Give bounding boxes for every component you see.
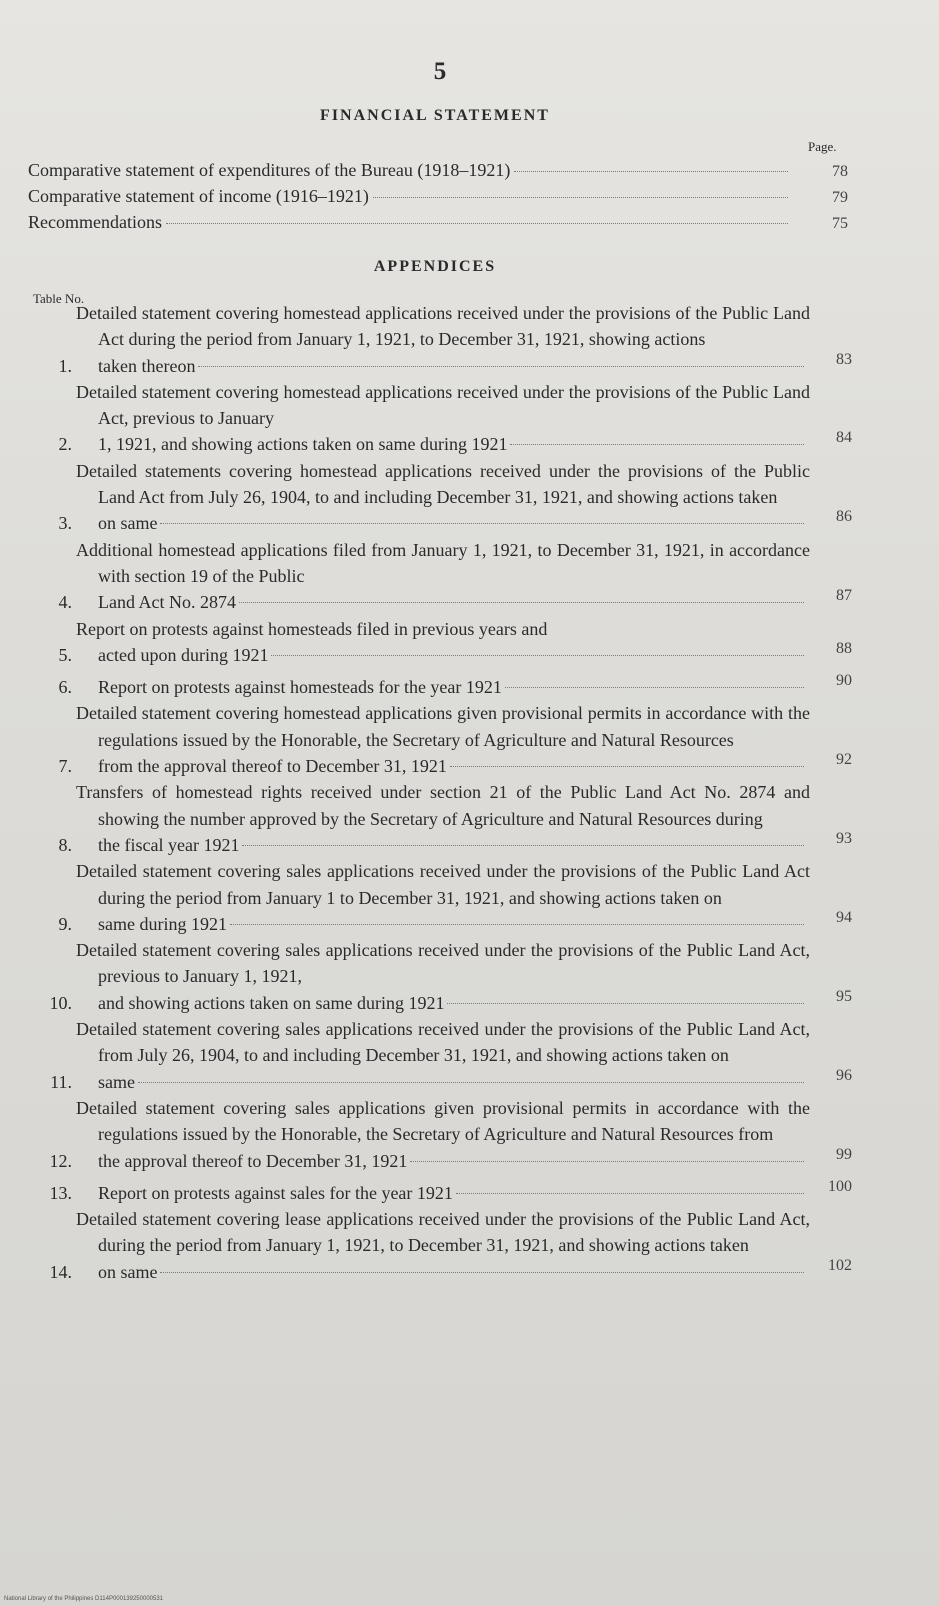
dot-leader xyxy=(450,766,804,767)
appendix-entry-page: 94 xyxy=(836,908,852,926)
appendix-table-number: 10. xyxy=(49,992,72,1013)
appendix-entry-last-line xyxy=(98,510,810,536)
appendix-entry-line: Detailed statements covering homestead applications received under the provisions of the Public Land Act from July 26, 1904, to and including December 31, 1921, and showing actions taken xyxy=(76,460,810,508)
appendix-entry-page: 93 xyxy=(836,829,852,847)
appendix-entry-last-line xyxy=(98,642,810,668)
appendix-entry-text xyxy=(76,616,810,669)
toc-entry-title: Comparative statement of expenditures of the Bureau (1918–1921) xyxy=(28,160,511,180)
appendix-table-number: 6. xyxy=(58,677,72,698)
appendix-table-number: 1. xyxy=(58,355,72,376)
appendix-table-number: 7. xyxy=(58,756,72,777)
appendix-entry-last-line xyxy=(98,990,810,1016)
appendix-table-number: 2. xyxy=(58,434,72,455)
appendix-table-number: 9. xyxy=(58,913,72,934)
appendix-entry[interactable] xyxy=(22,616,852,669)
appendix-entry-last-text: the fiscal year 1921 xyxy=(98,834,240,855)
appendix-entry-line: Detailed statement covering homestead applications received under the provisions of the Public Land Act, previous to January xyxy=(76,381,810,429)
appendix-entry-page: 95 xyxy=(836,987,852,1005)
appendix-entry-text xyxy=(76,700,810,779)
appendix-entry-last-line xyxy=(98,1148,810,1174)
appendix-table-number: 11. xyxy=(50,1071,72,1092)
appendix-entry-text xyxy=(76,1095,810,1174)
dot-leader xyxy=(271,655,804,656)
dot-leader xyxy=(160,1272,804,1273)
dot-leader xyxy=(138,1082,804,1083)
appendix-entry-last-line xyxy=(98,753,810,779)
appendix-table-number: 4. xyxy=(58,592,72,613)
appendix-entry[interactable] xyxy=(22,1095,852,1174)
toc-entry[interactable] xyxy=(28,186,848,212)
appendix-entry-last-line xyxy=(98,431,810,457)
appendix-entry[interactable] xyxy=(22,858,852,937)
appendix-entry-last-text: Land Act No. 2874 xyxy=(98,592,236,613)
appendix-entry-page: 96 xyxy=(836,1066,852,1084)
appendix-entry[interactable] xyxy=(22,1174,852,1206)
dot-leader xyxy=(456,1193,804,1194)
page-column-label: Page. xyxy=(808,139,837,154)
dot-leader xyxy=(373,197,788,198)
dot-leader xyxy=(239,602,804,603)
appendix-entry-last-text: taken thereon xyxy=(98,355,196,376)
dot-leader xyxy=(242,845,804,846)
appendix-table-number: 13. xyxy=(49,1182,72,1203)
toc-entry[interactable] xyxy=(28,212,848,238)
appendix-entry-last-line xyxy=(98,353,810,379)
appendix-entry-last-line xyxy=(98,1069,810,1095)
appendix-entry-text xyxy=(76,1180,810,1206)
appendix-entry-last-text: acted upon during 1921 xyxy=(98,644,269,665)
dot-leader xyxy=(410,1161,804,1162)
appendix-entry-last-line xyxy=(98,1259,810,1285)
toc-entry-title: Recommendations xyxy=(28,212,162,232)
appendix-entry[interactable] xyxy=(22,700,852,779)
toc-entry-page: 75 xyxy=(832,215,848,232)
dot-leader xyxy=(510,444,804,445)
financial-statement-list xyxy=(28,160,848,238)
dot-leader xyxy=(198,366,804,367)
toc-entry-title: Comparative statement of income (1916–1921) xyxy=(28,186,369,206)
appendix-entry-last-line xyxy=(98,1180,810,1206)
appendix-entry[interactable] xyxy=(22,937,852,1016)
toc-entry-page: 79 xyxy=(832,189,848,206)
appendix-entry-last-line xyxy=(98,589,810,615)
appendix-entry-text xyxy=(76,937,810,1016)
appendix-entry[interactable] xyxy=(22,379,852,458)
appendix-entry-last-text: Report on protests against sales for the year 1921 xyxy=(98,1182,453,1203)
appendix-entry[interactable] xyxy=(22,668,852,700)
dot-leader xyxy=(447,1003,804,1004)
appendix-entry-text xyxy=(76,1016,810,1095)
appendix-entry-page: 92 xyxy=(836,751,852,769)
appendix-table-number: 12. xyxy=(49,1150,72,1171)
appendix-entry-text xyxy=(76,537,810,616)
appendices-list xyxy=(22,300,852,1285)
appendix-entry[interactable] xyxy=(22,779,852,858)
appendix-entry-page: 87 xyxy=(836,587,852,605)
appendix-entry-text xyxy=(76,300,810,379)
appendix-table-number: 14. xyxy=(49,1261,72,1282)
appendix-entry-text xyxy=(76,858,810,937)
appendix-entry-last-text: the approval thereof to December 31, 1921 xyxy=(98,1150,408,1171)
appendix-entry-text xyxy=(76,458,810,537)
appendix-table-number: 5. xyxy=(58,644,72,665)
appendix-entry-last-text: same during 1921 xyxy=(98,913,227,934)
appendix-entry-last-text: and showing actions taken on same during 1921 xyxy=(98,992,445,1013)
appendix-entry-line: Detailed statement covering homestead applications received under the provisions of the Public Land Act during the period from January 1, 1921, to December 31, 1921, showing actions xyxy=(76,303,810,350)
toc-entry[interactable] xyxy=(28,160,848,186)
appendix-entry-last-text: on same xyxy=(98,513,158,534)
appendix-entry-page: 86 xyxy=(836,508,852,526)
appendix-entry[interactable] xyxy=(22,1016,852,1095)
appendix-table-number: 3. xyxy=(58,513,72,534)
appendix-entry-page: 88 xyxy=(836,639,852,657)
appendix-entry-line: Transfers of homestead rights received under section 21 of the Public Land Act No. 2874 and showing the number approved by the Secretary of Agriculture and Natural Resources during xyxy=(76,782,810,829)
dot-leader xyxy=(160,523,804,524)
appendix-entry[interactable] xyxy=(22,537,852,616)
appendix-entry-text xyxy=(76,1206,810,1285)
appendix-entry-last-line xyxy=(98,911,810,937)
appendix-entry-line: Detailed statement covering sales applications received under the provisions of the Public Land Act during the period from January 1 to December 31, 1921, and showing actions taken on xyxy=(76,861,810,908)
appendix-entry-line: Detailed statement covering lease applications received under the provisions of the Public Land Act, during the period from January 1, 1921, to December 31, 1921, and showing actions taken xyxy=(76,1209,810,1256)
appendix-entry-page: 84 xyxy=(836,429,852,447)
appendix-entry[interactable] xyxy=(22,300,852,379)
appendix-entry-last-text: Report on protests against homesteads for the year 1921 xyxy=(98,677,502,698)
appendix-entry[interactable] xyxy=(22,1206,852,1285)
toc-entry-page: 78 xyxy=(832,163,848,180)
appendix-entry-last-text: on same xyxy=(98,1261,158,1282)
appendix-entry-line: Detailed statement covering sales applications received under the provisions of the Public Land Act, previous to January 1, 1921, xyxy=(76,940,810,987)
appendix-table-number: 8. xyxy=(58,834,72,855)
table-number-label: Table No. xyxy=(33,291,85,306)
appendix-entry-text xyxy=(76,674,810,700)
dot-leader xyxy=(230,924,804,925)
appendix-entry[interactable] xyxy=(22,458,852,537)
appendix-entry-last-line xyxy=(98,832,810,858)
appendix-entry-text xyxy=(76,779,810,858)
appendix-entry-page: 99 xyxy=(836,1145,852,1163)
appendix-entry-line: Detailed statement covering sales applications given provisional permits in accordance with the regulations issued by the Honorable, the Secretary of Agriculture and Natural Resources from xyxy=(76,1097,810,1145)
page-number: 5 xyxy=(433,58,447,85)
appendix-entry-line: Detailed statement covering sales applications received under the provisions of the Public Land Act, from July 26, 1904, to and including December 31, 1921, and showing actions taken on xyxy=(76,1019,810,1066)
dot-leader xyxy=(166,223,788,224)
appendix-entry-last-text: from the approval thereof to December 31, 1921 xyxy=(98,756,447,777)
dot-leader xyxy=(505,687,804,688)
appendix-entry-last-line xyxy=(98,674,810,700)
appendix-entry-page: 102 xyxy=(828,1256,852,1274)
appendices-heading: APPENDICES xyxy=(373,258,497,275)
financial-statement-heading: FINANCIAL STATEMENT xyxy=(320,107,550,124)
appendix-entry-line: Additional homestead applications filed from January 1, 1921, to December 31, 1921, in accordance with section 19 of the Public xyxy=(76,539,810,586)
appendix-entry-last-text: 1, 1921, and showing actions taken on same during 1921 xyxy=(98,434,508,455)
appendix-entry-page: 83 xyxy=(836,350,852,368)
library-credit: National Library of the Philippines D114P000139250000531 xyxy=(4,1596,164,1602)
appendix-entry-text xyxy=(76,379,810,458)
appendix-entry-last-text: same xyxy=(98,1071,135,1092)
appendix-entry-page: 90 xyxy=(836,672,852,690)
appendix-entry-line: Report on protests against homesteads filed in previous years and xyxy=(76,618,548,639)
appendix-entry-line: Detailed statement covering homestead applications given provisional permits in accordance with the regulations issued by the Honorable, the Secretary of Agriculture and Natural Resources xyxy=(76,703,810,750)
appendix-entry-page: 100 xyxy=(828,1177,852,1195)
dot-leader xyxy=(514,171,788,172)
